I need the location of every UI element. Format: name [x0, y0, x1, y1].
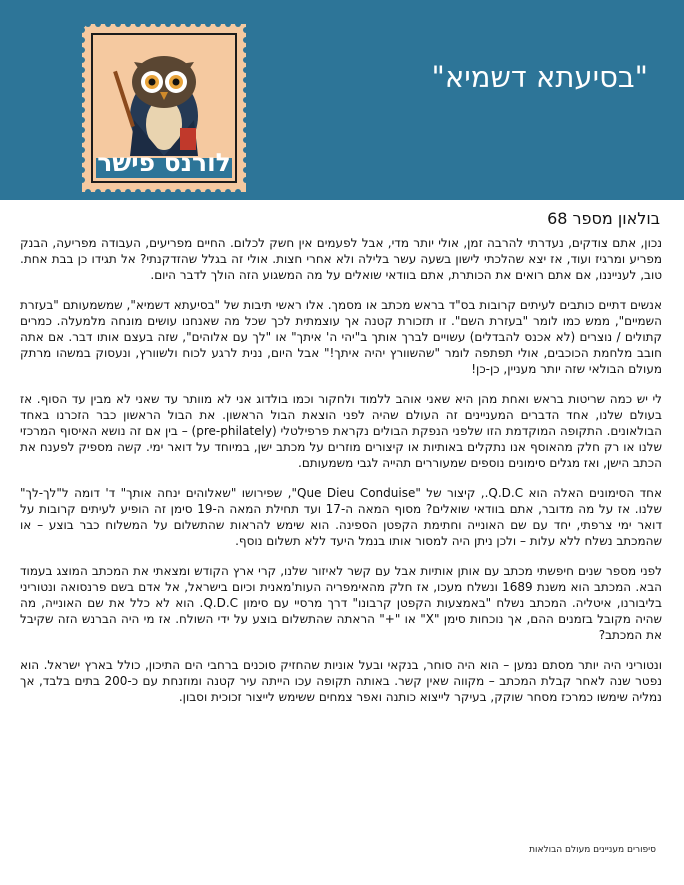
paragraph: ונטוריני היה יותר מסתם נמען – הוא היה סוחר, בנקאי ובעל אוניות שהחזיק סוכנים ברחבי הים התיכון, כולל בארץ ישראל. הוא נפטר שנה לאחר קבלת המכתב – מקווה שאין קשר. באותה תקופה עכו הייתה עיר קטנה ומוזנחת עם כ-200 בתים בלבד, אך נמליה שימשו כמרכז מסחר שוקק, בעיקר לייצוא כותנה ואפר צמחים ששימש לייצור זכוכית וסבון. — [20, 658, 662, 704]
site-title: "בסיעתא דשמיא" — [431, 60, 648, 94]
paragraph: אנשים דתיים כותבים לעיתים קרובות בס"ד בראש מכתב או מסמך. אלו ראשי תיבות של "בסיעתא דשמיא", שמשמעותם "בעזרת השמיים", ממש כמו לומר "בעזרת השם". זו תזכורת קטנה אך עוצמתית לכך שכל מה שאנחנו עושים מונחה מלמעלה. כמרים קתולים / נוצרים (לא אכנס להבדלים) עשויים לברך אותך ב"יהי ה' איתך" או "לך עם אלוהים", שזה בעצם אותו דבר. אם אתה חובב מלחמת הכוכבים, אולי תפתפה לומר "שהשוורץ יהיה איתך!" אבל היום, ננית לרגע לכוח ולשוורץ, ונעסוק במשהו מרתק מעולם הבולאי שזה יותר מעניין, כן-כן! — [20, 298, 662, 376]
author-name: לורנס פישר — [97, 148, 231, 177]
header-band — [0, 0, 684, 200]
paragraph: לפני מספר שנים חיפשתי מכתב עם אותן אותיות אבל עם קשר לאיזור שלנו, קרי ארץ הקודש ומצאתי את המכתב המוצג בעמוד הבא. המכתב הוא משנת 1689 ונשלח מעכו, אז חלק מהאימפריה העות'מאנית וכיום בישראל, אל אדם בשם פרנסואה ונטוריני בליבורנו, איטליה. המכתב נשלח "באמצעות הקפטן קרבונו" דרך מרסיי עם סימון Q.D.C. הוא לא כלל את שם האונייה, מה שהיה מקובל בזמנים ההם, אך נוכחות סימן "X" או "+" הראתה שהתשלום בוצע על ידי השולח. אז מי היה הברנש הזה שקיבל את המכתב? — [20, 564, 663, 642]
article-body — [20, 235, 662, 719]
paragraph: נכון, אתם צודקים, נעדרתי להרבה זמן, אולי יותר מדי, אבל לפעמים אין חשק לכלום. החיים מפריעים, העבודה מפריעה, הבנק מפריע ומרגיז ועוד, אז יצא שהלכתי לישון בשעה עשר בלילה ולא אחרי חצות. אולי זה בגלל שהזדקנתי? אל תגידו כן בבת אחת. טוב, לענייננו, אם אתם רואים את הכותרת, אתם בוודאי שואלים על מה המשגוע הזה הולך לדבר היום. — [20, 236, 662, 282]
paragraph: אחד הסימונים האלה הוא Q.D.C., קיצור של "Que Dieu Conduise", שפירושו "שאלוהים ינחה אותך" ד' דומה ל"לך-לך" שלנו. אז על מה מדובר, אתם בוודאי שואלים? מסוף המאה ה-17 ועד תחילת המאה ה-19 סימן זה הופיע לעיתים קרובות על דואר ימי צרפתי, יחד עם שם האונייה וחתימת הקפטן הספינה. הוא שימש להראות שהתשלום על המשלוח כבר בוצע – או שהמכתב נשלח ללא עלות – ולכן ניתן היה למסור אותו בנמל היעד ללא תשלום נוסף. — [20, 486, 662, 548]
paragraph: לי יש כמה שריטות בראש ואחת מהן היא שאני אוהב ללמוד ולחקור וכמו בולדוג אני לא מוותר עד שאני לא מבין עד הסוף. אז בעולם שלנו, אחד הדברים המעניינים זה העולם שהיה לפני הוצאת הבול הראשון. את הבול הראשון כבר הזכרנו באחד הבולאונים. התקופה המוקדמת הזו שלפני הנפקת הבולים נקראת פרפילטלי (pre-philately) – בין אם זה נושא האיסוף המרכזי שלנו או רק חלק מהאוסף אנו נתקלים באותיות או קיצורים מוזרים על מכתב ישן, במיוחד על דואר ימי. קשה מספיק לפענח את הכתב הישן, ואז מגלים סימונים נוספים שמעוררים תהייה לגבי משמעותם. — [20, 392, 662, 470]
page-footer: סיפורים מעניינים מעולם הבולאות — [529, 845, 656, 855]
issue-title: בולאון מספר 68 — [547, 209, 660, 228]
